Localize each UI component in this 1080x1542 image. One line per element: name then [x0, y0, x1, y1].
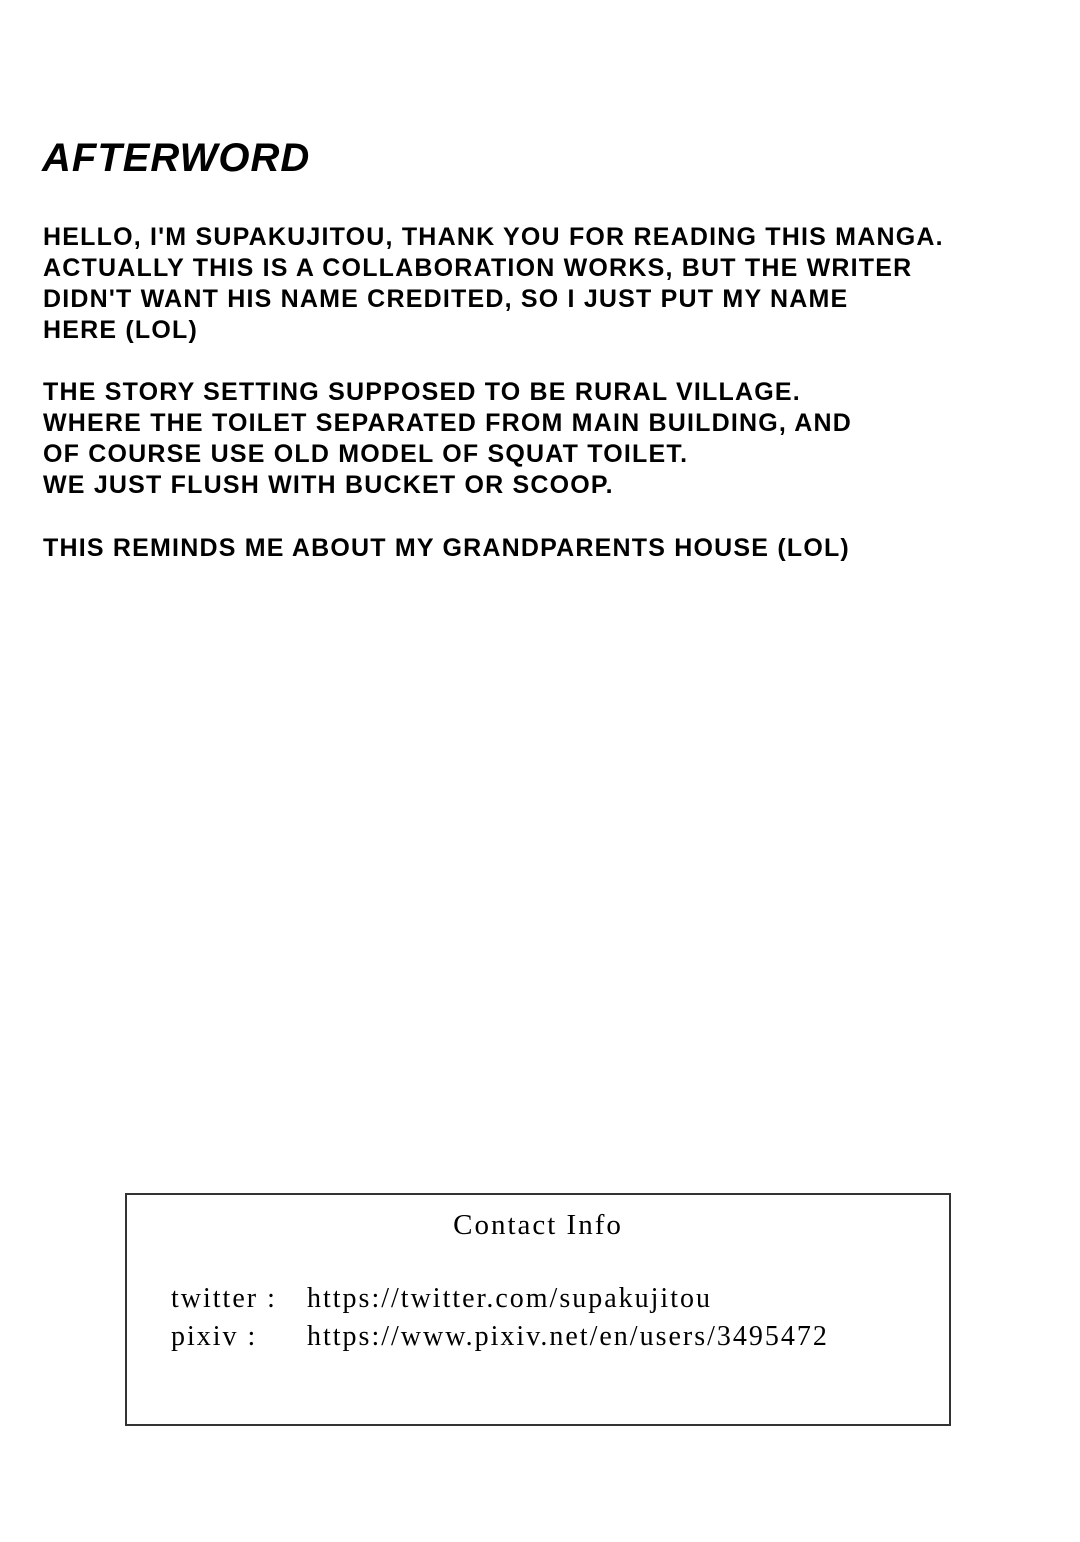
text-line: ACTUALLY THIS IS A COLLABORATION WORKS, BUT THE WRITER: [43, 254, 913, 282]
contact-label: pixiv :: [171, 1321, 258, 1352]
text-line: WHERE THE TOILET SEPARATED FROM MAIN BUILDING, AND: [43, 409, 853, 437]
text-line: WE JUST FLUSH WITH BUCKET OR SCOOP.: [43, 471, 614, 499]
text-line: THIS REMINDS ME ABOUT MY GRANDPARENTS HOUSE (LOL): [43, 534, 850, 562]
text-line: DIDN'T WANT HIS NAME CREDITED, SO I JUST PUT MY NAME: [43, 285, 849, 313]
text-line: OF COURSE USE OLD MODEL OF SQUAT TOILET.: [43, 440, 689, 468]
text-line: THE STORY SETTING SUPPOSED TO BE RURAL VILLAGE.: [43, 378, 801, 406]
contact-label: twitter :: [171, 1283, 277, 1314]
paragraph-closing: [43, 533, 850, 564]
paragraph-setting: [43, 377, 852, 501]
text-line: HELLO, I'M SUPAKUJITOU, THANK YOU FOR READING THIS MANGA.: [43, 223, 944, 251]
afterword-title: AFTERWORD: [42, 136, 311, 180]
contact-title: Contact Info: [453, 1209, 623, 1241]
pixiv-link[interactable]: https://www.pixiv.net/en/users/3495472: [307, 1321, 829, 1352]
twitter-link[interactable]: https://twitter.com/supakujitou: [307, 1283, 712, 1314]
contact-info-box: [125, 1193, 951, 1426]
contact-row-pixiv: [171, 1321, 829, 1353]
contact-row-twitter: [171, 1283, 712, 1315]
text-line: HERE (LOL): [43, 316, 199, 344]
paragraph-intro: [43, 222, 944, 346]
